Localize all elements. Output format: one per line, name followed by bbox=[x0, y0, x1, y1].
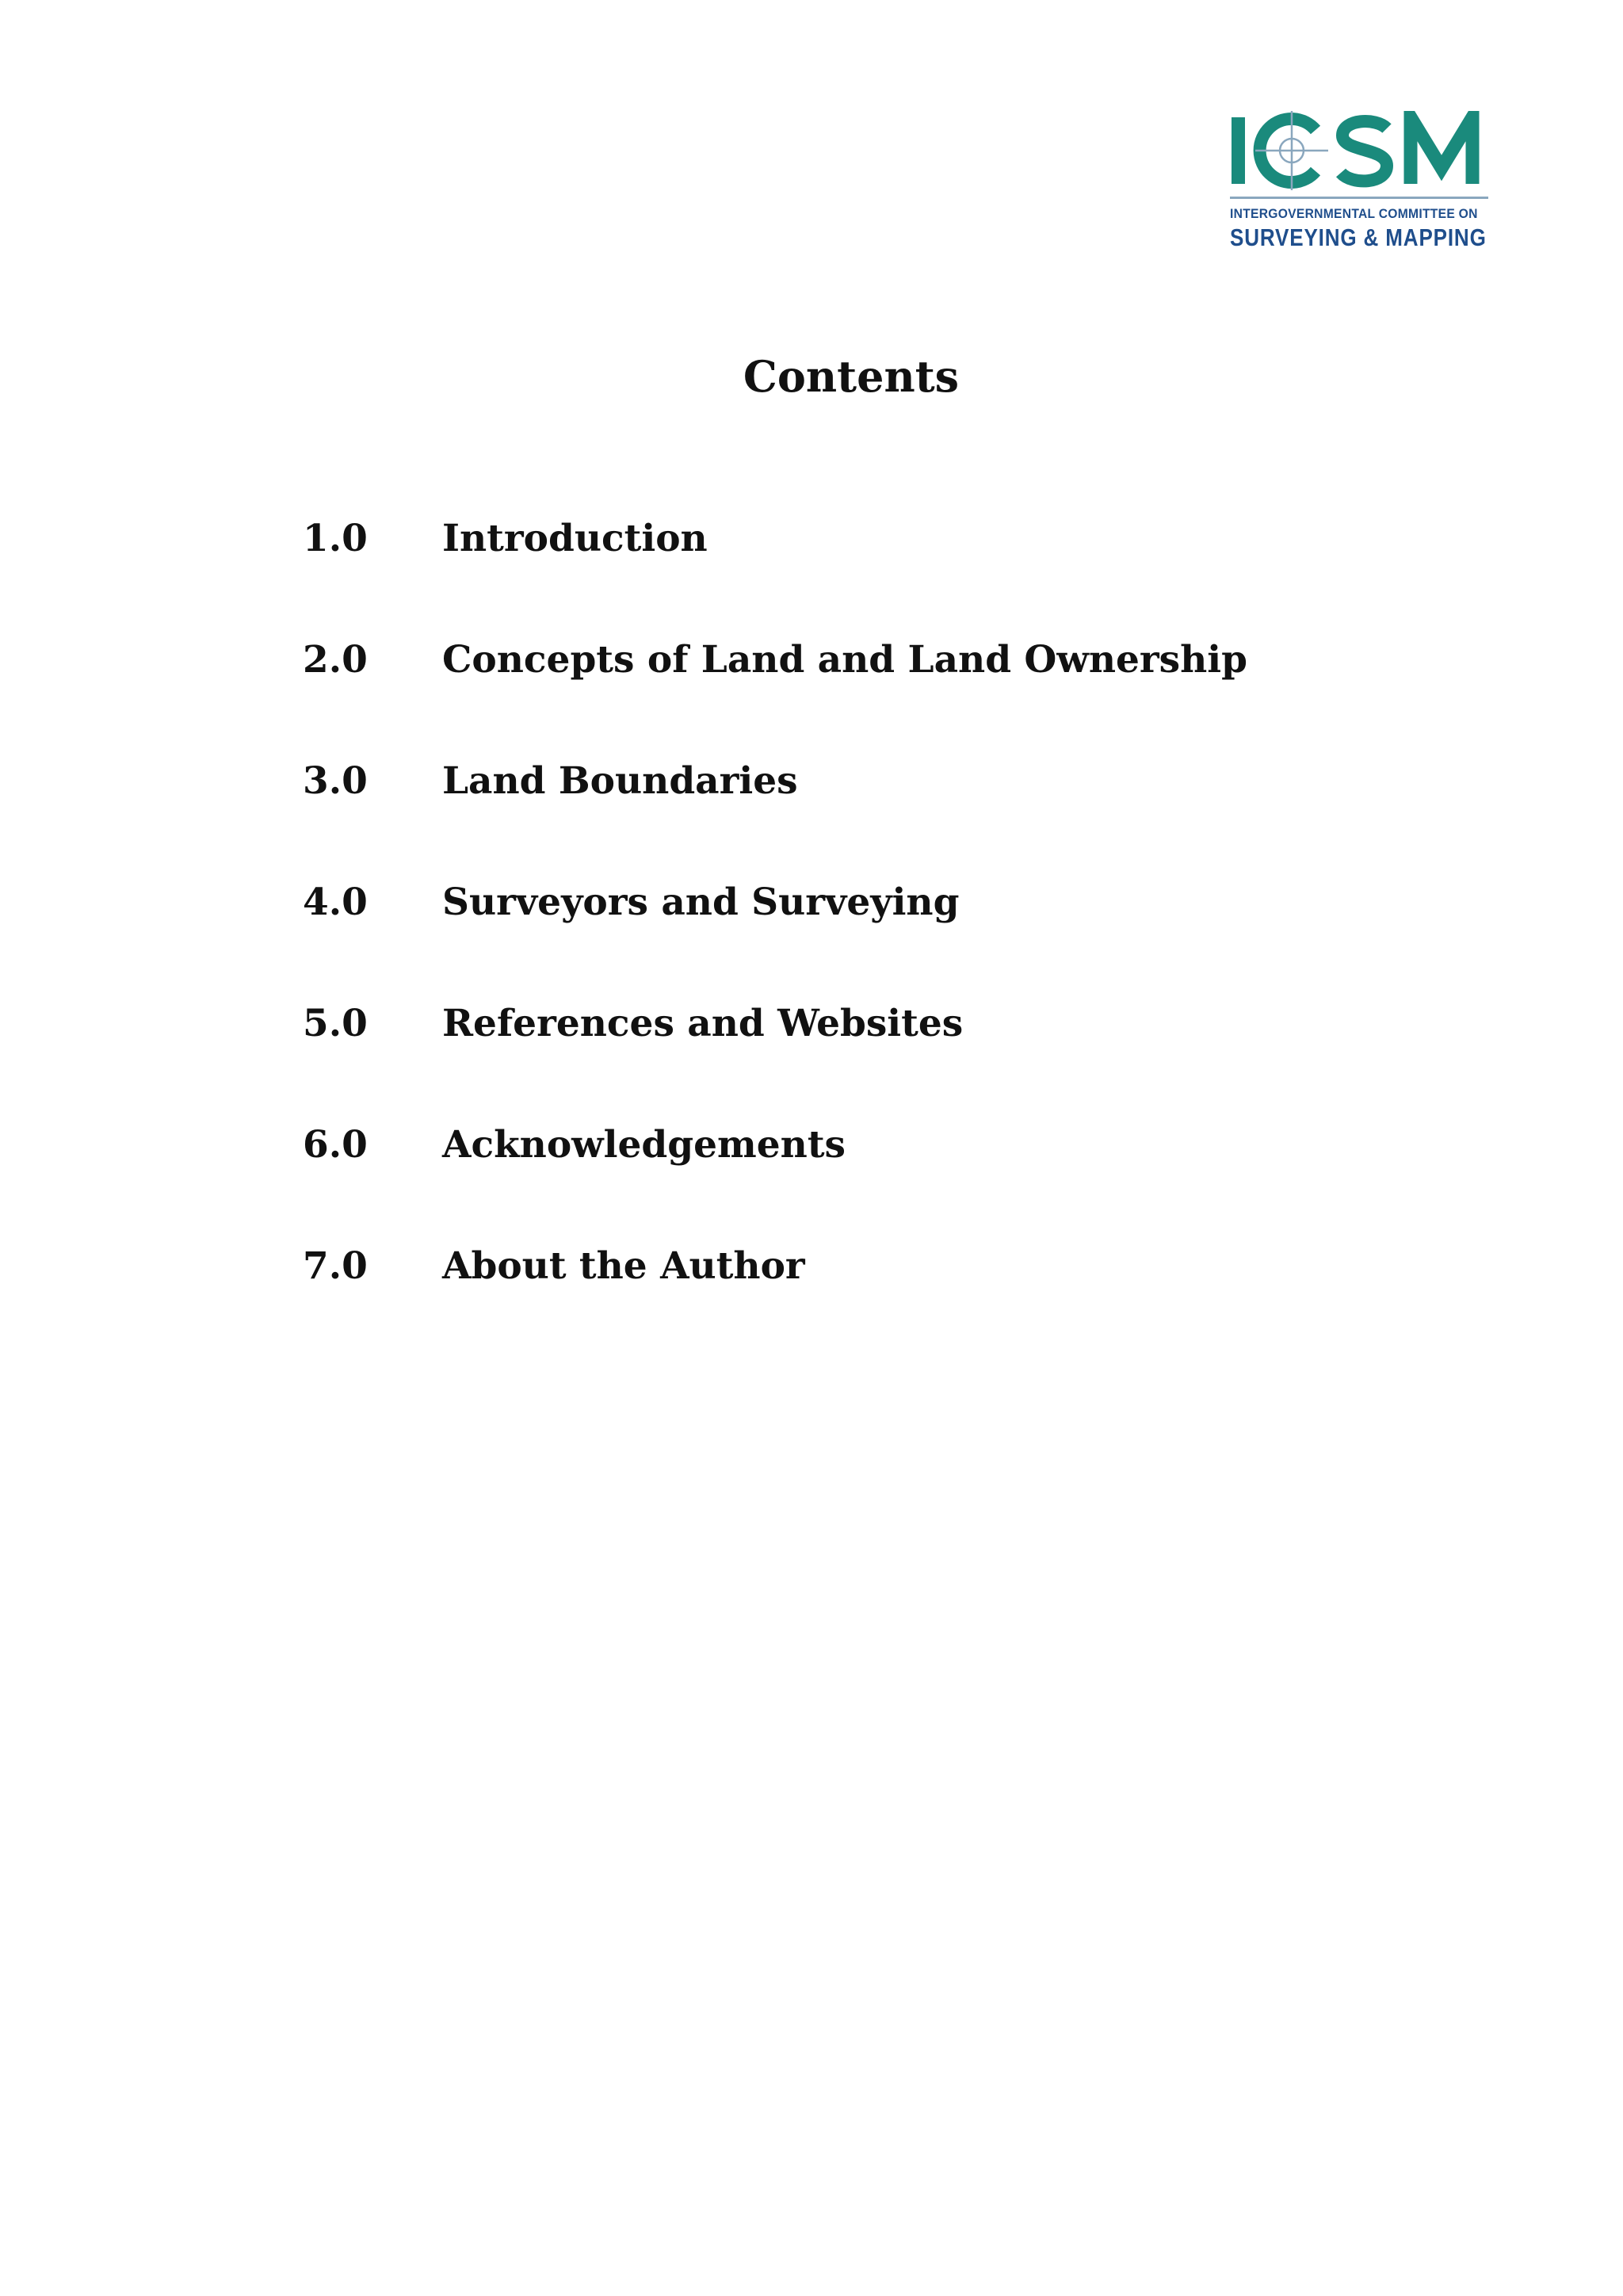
toc-entry-land-boundaries[interactable] bbox=[303, 750, 1491, 871]
toc-number: 6.0 bbox=[303, 1123, 368, 1167]
toc-entry-references[interactable] bbox=[303, 992, 1491, 1114]
logo-committee-text: INTERGOVERNMENTAL COMMITTEE ON bbox=[1230, 206, 1478, 221]
toc-number: 1.0 bbox=[303, 517, 368, 560]
logo-divider bbox=[1230, 197, 1488, 199]
icsm-logo bbox=[1230, 111, 1488, 258]
table-of-contents bbox=[303, 507, 1491, 1356]
toc-label: About the Author bbox=[442, 1244, 805, 1288]
toc-number: 4.0 bbox=[303, 881, 368, 924]
toc-label: Land Boundaries bbox=[442, 759, 798, 803]
toc-entry-about-author[interactable] bbox=[303, 1235, 1491, 1356]
toc-entry-surveyors[interactable] bbox=[303, 871, 1491, 992]
toc-entry-introduction[interactable] bbox=[303, 507, 1491, 628]
logo-surveying-mapping-text: SURVEYING & MAPPING bbox=[1230, 223, 1487, 251]
toc-number: 7.0 bbox=[303, 1244, 368, 1288]
toc-label: Acknowledgements bbox=[442, 1123, 846, 1167]
toc-label: Introduction bbox=[442, 517, 708, 560]
toc-entry-concepts[interactable] bbox=[303, 628, 1491, 750]
icsm-logo-mark bbox=[1230, 111, 1488, 190]
toc-number: 3.0 bbox=[303, 759, 368, 803]
page-title: Contents bbox=[743, 351, 960, 402]
toc-number: 5.0 bbox=[303, 1002, 368, 1045]
toc-entry-acknowledgements[interactable] bbox=[303, 1114, 1491, 1235]
toc-label: Concepts of Land and Land Ownership bbox=[442, 638, 1248, 682]
toc-number: 2.0 bbox=[303, 638, 368, 682]
toc-label: Surveyors and Surveying bbox=[442, 881, 960, 924]
toc-label: References and Websites bbox=[442, 1002, 964, 1045]
